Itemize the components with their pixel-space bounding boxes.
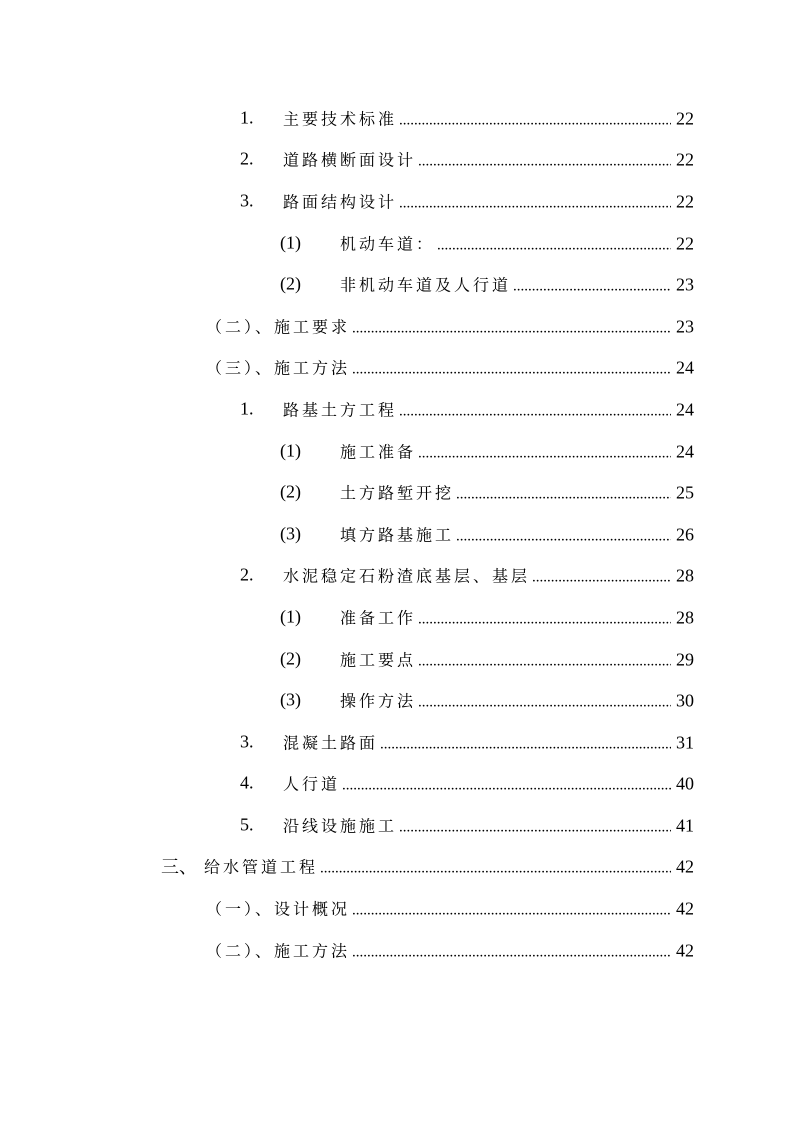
toc-entry-page: 29 bbox=[676, 649, 694, 670]
toc-leader-dots bbox=[399, 819, 671, 836]
toc-entry[interactable] bbox=[0, 180, 794, 222]
toc-entry-number: 2. bbox=[240, 148, 254, 169]
toc-leader-dots bbox=[352, 944, 671, 961]
toc-entry-number: (1) bbox=[280, 606, 301, 627]
toc-entry[interactable] bbox=[0, 763, 794, 805]
toc-entry-number: 2. bbox=[240, 564, 254, 585]
toc-entry-title: （二）、施工方法 bbox=[206, 941, 351, 961]
toc-entry[interactable] bbox=[0, 929, 794, 971]
toc-entry-title: 道路横断面设计 bbox=[283, 150, 417, 170]
toc-entry-page: 22 bbox=[676, 108, 694, 129]
toc-leader-dots bbox=[418, 653, 671, 670]
toc-entry-number: (2) bbox=[280, 273, 301, 294]
toc-entry-title: 填方路基施工 bbox=[340, 525, 455, 545]
toc-entry-title: 准备工作 bbox=[340, 608, 417, 628]
toc-entry-title: 人行道 bbox=[283, 774, 341, 794]
toc-leader-dots bbox=[456, 528, 671, 545]
toc-entry[interactable] bbox=[0, 97, 794, 139]
toc-leader-dots bbox=[418, 445, 671, 462]
toc-leader-dots bbox=[399, 403, 671, 420]
toc-entry[interactable] bbox=[0, 887, 794, 929]
toc-entry-page: 23 bbox=[676, 316, 694, 337]
toc-entry-number: (1) bbox=[280, 232, 301, 253]
toc-entry-page: 23 bbox=[676, 274, 694, 295]
toc-entry[interactable] bbox=[0, 513, 794, 555]
toc-entry-page: 24 bbox=[676, 357, 694, 378]
toc-entry-page: 24 bbox=[676, 441, 694, 462]
toc-entry-page: 28 bbox=[676, 565, 694, 586]
toc-entry-page: 31 bbox=[676, 732, 694, 753]
toc-entry-page: 41 bbox=[676, 815, 694, 836]
toc-entry-title: （二）、施工要求 bbox=[206, 317, 351, 337]
toc-entry[interactable] bbox=[0, 555, 794, 597]
toc-entry[interactable] bbox=[0, 471, 794, 513]
toc-leader-dots bbox=[320, 861, 671, 878]
toc-entry-number: (2) bbox=[280, 481, 301, 502]
toc-entry-page: 42 bbox=[676, 898, 694, 919]
toc-entry-title: 机动车道： bbox=[340, 234, 436, 254]
toc-entry[interactable] bbox=[0, 222, 794, 264]
toc-entry-title: （三）、施工方法 bbox=[206, 358, 351, 378]
toc-entry-page: 26 bbox=[676, 524, 694, 545]
toc-entry-title: 操作方法 bbox=[340, 691, 417, 711]
toc-leader-dots bbox=[352, 320, 671, 337]
toc-leader-dots bbox=[513, 279, 671, 296]
toc-entry[interactable] bbox=[0, 804, 794, 846]
toc-entry[interactable] bbox=[0, 139, 794, 181]
toc-leader-dots bbox=[418, 695, 671, 712]
table-of-contents bbox=[0, 97, 794, 970]
toc-entry-page: 42 bbox=[676, 940, 694, 961]
toc-entry[interactable] bbox=[0, 846, 794, 888]
toc-leader-dots bbox=[437, 237, 671, 254]
toc-entry-title: 非机动车道及人行道 bbox=[340, 275, 512, 295]
toc-entry-title: 路基土方工程 bbox=[283, 400, 398, 420]
toc-entry[interactable] bbox=[0, 596, 794, 638]
toc-entry-title: （一）、设计概况 bbox=[206, 899, 351, 919]
toc-entry-number: 1. bbox=[240, 398, 254, 419]
toc-entry[interactable] bbox=[0, 347, 794, 389]
toc-entry[interactable] bbox=[0, 430, 794, 472]
toc-entry-page: 24 bbox=[676, 399, 694, 420]
toc-entry-page: 25 bbox=[676, 482, 694, 503]
toc-leader-dots bbox=[342, 778, 671, 795]
toc-entry-number: 5. bbox=[240, 814, 254, 835]
toc-entry-title: 施工要点 bbox=[340, 650, 417, 670]
toc-entry-title: 水泥稳定石粉渣底基层、基层 bbox=[283, 566, 531, 586]
toc-leader-dots bbox=[418, 154, 671, 171]
toc-entry-title: 主要技术标准 bbox=[283, 109, 398, 129]
toc-entry-page: 40 bbox=[676, 773, 694, 794]
toc-entry-number: (1) bbox=[280, 440, 301, 461]
toc-leader-dots bbox=[380, 736, 671, 753]
toc-leader-dots bbox=[399, 195, 671, 212]
toc-entry-page: 42 bbox=[676, 856, 694, 877]
toc-entry-title: 混凝土路面 bbox=[283, 733, 379, 753]
toc-entry-title: 施工准备 bbox=[340, 442, 417, 462]
toc-entry-number: 1. bbox=[240, 107, 254, 128]
toc-entry-page: 22 bbox=[676, 233, 694, 254]
toc-entry-title: 给水管道工程 bbox=[204, 857, 319, 877]
toc-entry-page: 30 bbox=[676, 690, 694, 711]
toc-entry-number: (3) bbox=[280, 689, 301, 710]
toc-leader-dots bbox=[352, 362, 671, 379]
toc-entry[interactable] bbox=[0, 305, 794, 347]
toc-entry[interactable] bbox=[0, 638, 794, 680]
toc-entry-title: 路面结构设计 bbox=[283, 192, 398, 212]
toc-entry-page: 22 bbox=[676, 149, 694, 170]
toc-entry-title: 土方路堑开挖 bbox=[340, 483, 455, 503]
toc-leader-dots bbox=[418, 611, 671, 628]
toc-entry-page: 22 bbox=[676, 191, 694, 212]
toc-entry-page: 28 bbox=[676, 607, 694, 628]
toc-leader-dots bbox=[532, 570, 671, 587]
toc-entry[interactable] bbox=[0, 679, 794, 721]
toc-entry-number: (3) bbox=[280, 523, 301, 544]
toc-entry-title: 沿线设施施工 bbox=[283, 816, 398, 836]
toc-entry-number: 4. bbox=[240, 772, 254, 793]
toc-entry-number: (2) bbox=[280, 648, 301, 669]
toc-entry[interactable] bbox=[0, 263, 794, 305]
toc-leader-dots bbox=[456, 487, 671, 504]
toc-entry-number: 3. bbox=[240, 731, 254, 752]
toc-entry[interactable] bbox=[0, 388, 794, 430]
toc-entry[interactable] bbox=[0, 721, 794, 763]
toc-entry-number: 3. bbox=[240, 190, 254, 211]
toc-entry-number: 三、 bbox=[161, 857, 197, 878]
toc-leader-dots bbox=[399, 112, 671, 129]
toc-leader-dots bbox=[352, 903, 671, 920]
